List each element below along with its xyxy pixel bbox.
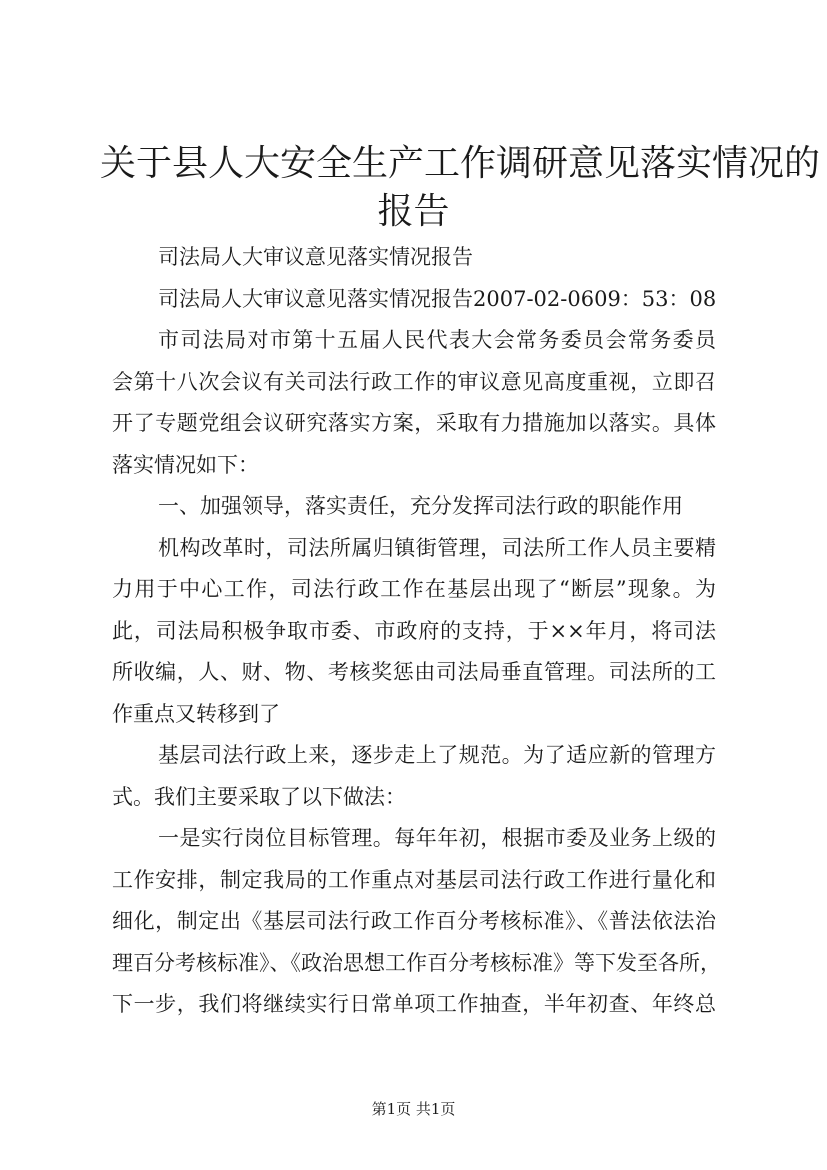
page-footer: 第1页 共1页 bbox=[371, 1100, 456, 1118]
body-line: 作重点又转移到了 bbox=[112, 701, 280, 726]
body-line: 此，司法局积极争取市委、市政府的支持，于××年月，将司法 bbox=[112, 618, 716, 643]
body-line: 司法局人大审议意见落实情况报告2007-02-0609：53：08 bbox=[158, 286, 717, 311]
body-line: 工作安排，制定我局的工作重点对基层司法行政工作进行量化和 bbox=[112, 867, 716, 892]
body-line: 会第十八次会议有关司法行政工作的审议意见高度重视，立即召 bbox=[112, 369, 716, 394]
document-title-line-2: 报告 bbox=[377, 191, 450, 232]
body-line: 落实情况如下： bbox=[112, 452, 259, 477]
body-line: 一、加强领导，落实责任，充分发挥司法行政的职能作用 bbox=[158, 494, 683, 518]
body-line: 基层司法行政上来，逐步走上了规范。为了适应新的管理方 bbox=[158, 743, 716, 767]
body-line: 机构改革时，司法所属归镇街管理，司法所工作人员主要精 bbox=[158, 535, 716, 560]
body-line: 力用于中心工作，司法行政工作在基层出现了“断层”现象。为 bbox=[112, 577, 716, 601]
body-line: 理百分考核标准》、《政治思想工作百分考核标准》等下发至各所， bbox=[112, 950, 721, 975]
body-line: 司法局人大审议意见落实情况报告 bbox=[158, 245, 473, 269]
body-line: 细化，制定出《基层司法行政工作百分考核标准》、《普法依法治 bbox=[112, 909, 716, 933]
body-line: 一是实行岗位目标管理。每年年初，根据市委及业务上级的 bbox=[158, 826, 716, 850]
body-line: 市司法局对市第十五届人民代表大会常务委员会常务委员 bbox=[158, 328, 716, 352]
body-line: 所收编，人、财、物、考核奖惩由司法局垂直管理。司法所的工 bbox=[112, 660, 716, 684]
document-title-line-1: 关于县人大安全生产工作调研意见落实情况的 bbox=[100, 143, 821, 184]
body-line: 开了专题党组会议研究落实方案，采取有力措施加以落实。具体 bbox=[112, 411, 716, 435]
body-line: 式。我们主要采取了以下做法： bbox=[112, 784, 406, 809]
document-body bbox=[112, 237, 721, 1026]
body-line: 下一步，我们将继续实行日常单项工作抽查，半年初查、年终总 bbox=[112, 992, 716, 1016]
